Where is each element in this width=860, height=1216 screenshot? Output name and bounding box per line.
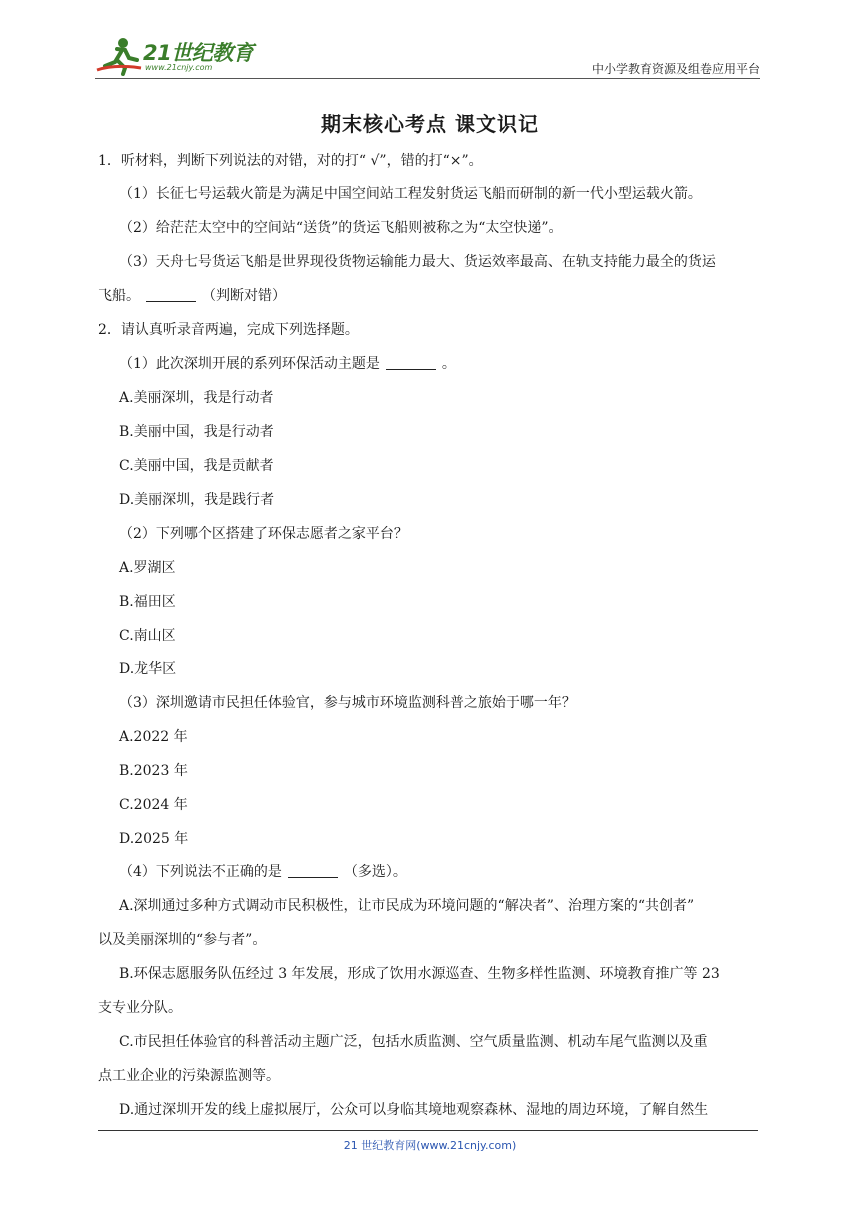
- part-text: （1）此次深圳开展的系列环保活动主题是: [119, 356, 380, 372]
- part-hint: （多选）。: [343, 864, 407, 880]
- option-b-line-2: 支专业分队。: [98, 1000, 182, 1016]
- header-divider: [95, 78, 760, 79]
- option-item[interactable]: B.2023 年: [119, 763, 188, 779]
- option-item[interactable]: C.美丽中国，我是贡献者: [119, 458, 274, 474]
- option-item[interactable]: A.美丽深圳，我是行动者: [119, 390, 274, 406]
- question-2-part-4: [119, 862, 407, 882]
- page-title: 期末核心考点 课文识记: [321, 112, 539, 136]
- option-item[interactable]: B.福田区: [119, 594, 176, 610]
- question-1-statement-2: （2）给茫茫太空中的空间站“送货”的货运飞船则被称之为“太空快递”。: [119, 220, 563, 236]
- question-1-statement-1: （1）长征七号运载火箭是为满足中国空间站工程发射货运飞船而研制的新一代小型运载火箭。: [119, 186, 702, 202]
- statement-text: 飞船。: [98, 288, 140, 304]
- part-punct: 。: [441, 356, 456, 372]
- answer-blank[interactable]: [288, 863, 338, 878]
- question-1-stem: 1．听材料，判断下列说法的对错，对的打“ √”，错的打“×”。: [98, 153, 483, 169]
- option-c-line-1[interactable]: C.市民担任体验官的科普活动主题广泛，包括水质监测、空气质量监测、机动车尾气监测以及重: [119, 1034, 708, 1050]
- page-header: [95, 36, 760, 78]
- option-a-line-2: 以及美丽深圳的“参与者”。: [98, 932, 267, 948]
- option-d-line-1[interactable]: D.通过深圳开发的线上虚拟展厅，公众可以身临其境地观察森林、湿地的周边环境，了解自然生: [119, 1102, 709, 1118]
- part-text: （4）下列说法不正确的是: [119, 864, 282, 880]
- option-c-line-2: 点工业企业的污染源监测等。: [98, 1068, 280, 1084]
- logo: [95, 36, 255, 78]
- option-item[interactable]: D.2025 年: [119, 831, 189, 847]
- question-2-part-3: （3）深圳邀请市民担任体验官，参与城市环境监测科普之旅始于哪一年？: [119, 695, 576, 711]
- logo-text: 21世纪教育: [143, 41, 254, 65]
- question-2-part-1: [119, 354, 456, 374]
- question-2-part-2: （2）下列哪个区搭建了环保志愿者之家平台？: [119, 526, 408, 542]
- logo-url: www.21cnjy.com: [145, 63, 213, 72]
- option-item[interactable]: B.美丽中国，我是行动者: [119, 424, 274, 440]
- option-item[interactable]: C.2024 年: [119, 797, 188, 813]
- option-item[interactable]: A.2022 年: [119, 729, 188, 745]
- page-footer: 21 世纪教育网(www.21cnjy.com): [343, 1139, 517, 1152]
- option-item[interactable]: A.罗湖区: [119, 560, 176, 576]
- question-1-statement-3-line-2: [98, 286, 286, 306]
- option-b-line-1[interactable]: B.环保志愿服务队伍经过 3 年发展，形成了饮用水源巡查、生物多样性监测、环境教育推广等 23: [119, 966, 720, 982]
- runner-logo-icon: [95, 36, 143, 76]
- footer-divider: [98, 1130, 758, 1131]
- option-a-line-1[interactable]: A.深圳通过多种方式调动市民积极性，让市民成为环境问题的“解决者”、治理方案的“共创者”: [119, 898, 695, 914]
- option-item[interactable]: C.南山区: [119, 628, 176, 644]
- answer-blank[interactable]: [146, 287, 196, 302]
- statement-hint: （判断对错）: [202, 288, 286, 304]
- header-platform-label: 中小学教育资源及组卷应用平台: [591, 62, 760, 76]
- option-item[interactable]: D.龙华区: [119, 661, 177, 677]
- answer-blank[interactable]: [386, 355, 436, 370]
- question-2-stem: 2．请认真听录音两遍，完成下列选择题。: [98, 322, 359, 338]
- option-item[interactable]: D.美丽深圳，我是践行者: [119, 492, 275, 508]
- question-1-statement-3-line-1: （3）天舟七号货运飞船是世界现役货物运输能力最大、货运效率最高、在轨支持能力最全的货运: [119, 254, 716, 270]
